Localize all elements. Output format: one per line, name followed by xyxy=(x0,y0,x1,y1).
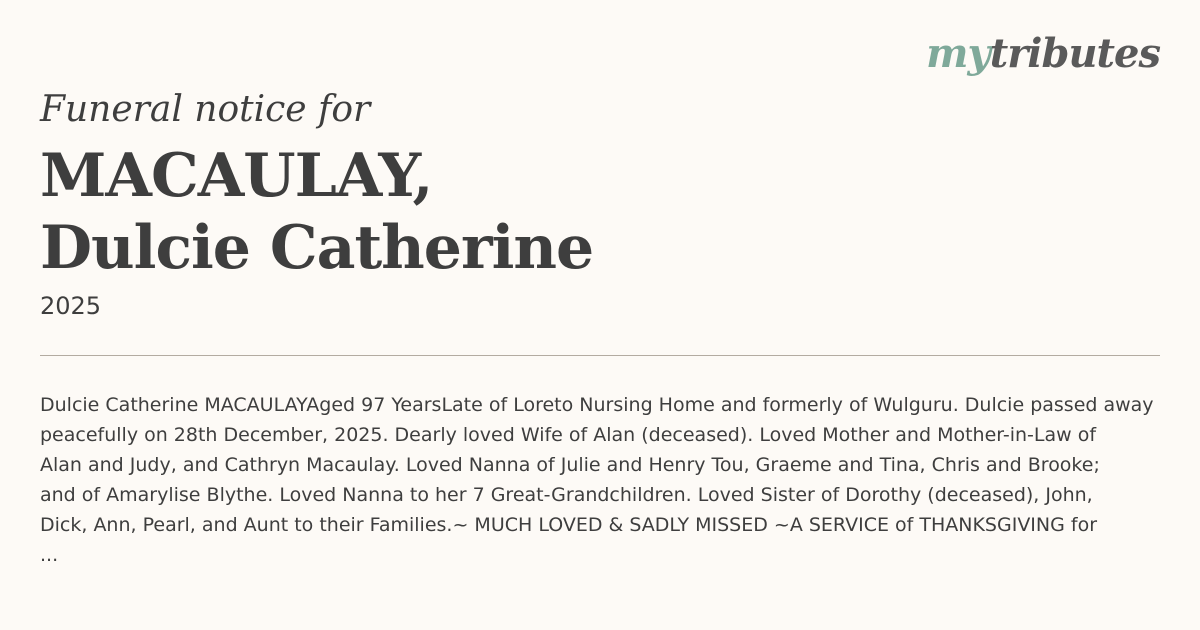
notice-year: 2025 xyxy=(40,292,102,320)
deceased-given-names: Dulcie Catherine xyxy=(40,213,594,283)
deceased-name xyxy=(40,140,593,284)
notice-label: Funeral notice for xyxy=(40,89,371,130)
logo-my-text: my xyxy=(926,30,990,77)
notice-body xyxy=(40,390,1200,570)
notice-body-ellipsis: ... xyxy=(40,544,59,566)
notice-body-line: Alan and Judy, and Cathryn Macaulay. Loved Nanna of Julie and Henry Tou, Graeme and Tina, Chris and Brooke; xyxy=(40,454,1100,476)
logo-tributes-text: tributes xyxy=(989,30,1160,77)
notice-body-line: peacefully on 28th December, 2025. Dearly loved Wife of Alan (deceased). Loved Mother and Mother-in-Law of xyxy=(40,424,1097,446)
notice-body-line: and of Amarylise Blythe. Loved Nanna to her 7 Great-Grandchildren. Loved Sister of Dorothy (deceased), John, xyxy=(40,484,1093,506)
notice-body-line: Dick, Ann, Pearl, and Aunt to their Families.~ MUCH LOVED & SADLY MISSED ~A SERVICE of THANKSGIVING for xyxy=(40,514,1098,536)
deceased-surname: MACAULAY, xyxy=(40,141,433,211)
divider xyxy=(40,355,1160,356)
notice-body-line: Dulcie Catherine MACAULAYAged 97 YearsLate of Loreto Nursing Home and formerly of Wulguru. Dulcie passed away xyxy=(40,394,1154,416)
mytributes-logo[interactable] xyxy=(926,30,1160,77)
